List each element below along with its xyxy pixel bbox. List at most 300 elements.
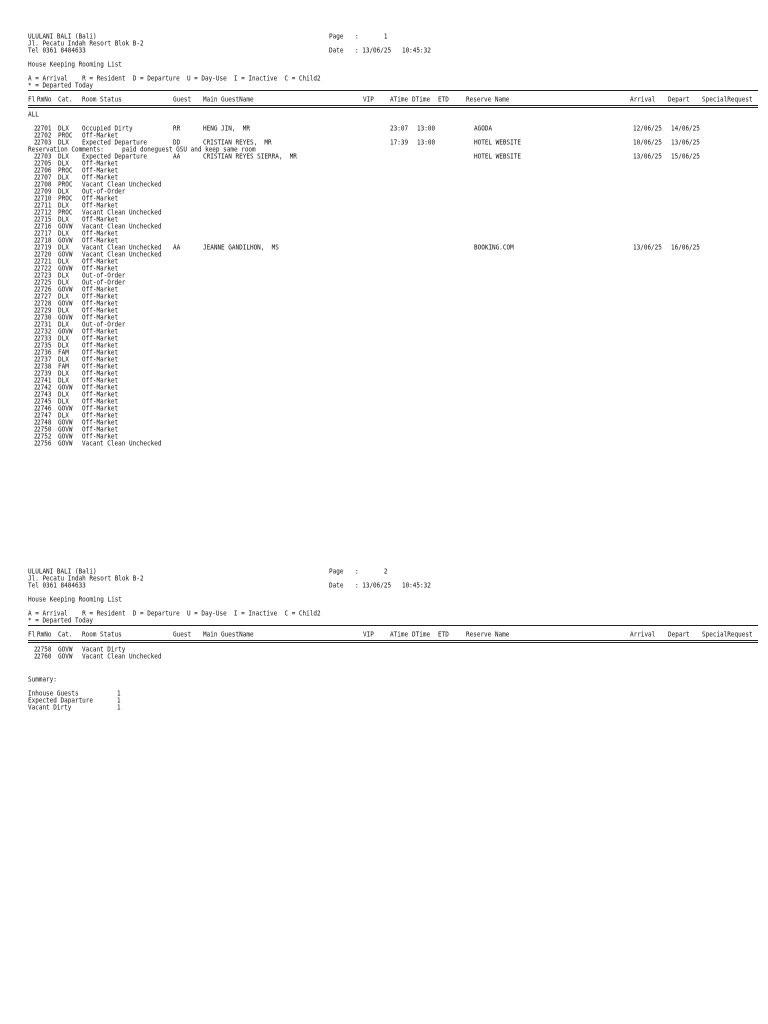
room-status-cell: Expected Departure [82,139,148,147]
table-row [0,653,768,660]
reservation-comments-text: paid doneguest GSU and keep same room [122,146,256,154]
category-cell: DLX [58,188,69,196]
room-status-cell: Out-of-Order [82,279,126,287]
hotel-tel: Tel 0361 8484633 [28,47,86,55]
col-depart: Depart [668,96,690,104]
room-number-cell: 2733 [37,335,52,343]
room-number-cell: 2709 [37,188,52,196]
floor-cell: 2 [34,167,38,175]
table-row [0,167,768,174]
floor-cell: 2 [34,279,38,287]
table-row [0,405,768,412]
category-cell: PROC [58,195,73,203]
col-rmno: RmNo [37,96,52,104]
guest-name-cell: HENG JIN, MR [203,125,250,133]
legend-line-2: * = Departed Today [28,82,94,90]
departure-time-cell: 13:00 [417,125,436,133]
room-status-cell: Vacant Clean Unchecked [82,209,162,217]
arrival-date-cell: 10/06/25 [633,139,662,147]
reserve-name-cell: AGODA [474,125,493,133]
floor-cell: 2 [34,265,38,273]
room-number-cell: 2729 [37,307,52,315]
category-cell: GOVW [58,314,73,322]
room-status-cell: Off-Market [82,286,119,294]
category-cell: GOVW [58,384,73,392]
col-arrival: Arrival [630,96,656,104]
floor-cell: 2 [34,412,38,420]
room-status-cell: Off-Market [82,342,119,350]
table-row [0,209,768,216]
room-number-cell: 2719 [37,244,52,252]
arrival-date-cell: 13/06/25 [633,244,662,252]
room-number-cell: 2745 [37,398,52,406]
col-reserve: Reserve Name [466,631,510,639]
room-number-cell: 2727 [37,293,52,301]
col-etd: ETD [438,96,449,104]
room-number-cell: 2710 [37,195,52,203]
arrival-date-cell: 13/06/25 [633,153,662,161]
category-cell: DLX [58,391,69,399]
category-cell: DLX [58,342,69,350]
header-rule-top [28,625,758,626]
floor-cell: 2 [34,230,38,238]
col-rmno: RmNo [37,631,52,639]
page-label: Page [329,33,344,41]
room-number-cell: 2701 [37,125,52,133]
table-row [0,384,768,391]
room-number-cell: 2703 [37,139,52,147]
table-row [0,195,768,202]
category-cell: PROC [58,132,73,140]
room-number-cell: 2728 [37,300,52,308]
col-etd: ETD [438,631,449,639]
category-cell: DLX [58,321,69,329]
table-row [0,174,768,181]
table-row [0,188,768,195]
floor-cell: 2 [34,653,38,661]
room-number-cell: 2706 [37,167,52,175]
col-status: Room Status [82,631,122,639]
arrival-time-cell: 23:07 [390,125,409,133]
table-row [0,335,768,342]
floor-cell: 2 [34,237,38,245]
category-cell: DLX [58,160,69,168]
col-status: Room Status [82,96,122,104]
group-label: ALL [28,111,39,119]
room-status-cell: Off-Market [82,265,119,273]
category-cell: DLX [58,412,69,420]
room-status-cell: Off-Market [82,412,119,420]
col-depart: Depart [668,631,690,639]
category-cell: FAM [58,349,69,357]
depart-date-cell: 13/06/25 [671,139,700,147]
page-number: : 2 [355,568,388,576]
floor-cell: 2 [34,293,38,301]
room-status-cell: Out-of-Order [82,188,126,196]
floor-cell: 2 [34,377,38,385]
summary-item-label: Vacant Dirty [28,704,72,712]
room-status-cell: Off-Market [82,370,119,378]
room-number-cell: 2747 [37,412,52,420]
page-number: : 1 [355,33,388,41]
table-row [0,391,768,398]
room-number-cell: 2741 [37,377,52,385]
category-cell: DLX [58,125,69,133]
category-cell: GOVW [58,646,73,654]
room-number-cell: 2746 [37,405,52,413]
room-number-cell: 2717 [37,230,52,238]
arrival-date-cell: 12/06/25 [633,125,662,133]
room-status-cell: Out-of-Order [82,272,126,280]
col-dtime: DTime [412,631,431,639]
room-number-cell: 2731 [37,321,52,329]
room-number-cell: 2720 [37,251,52,259]
table-row [0,363,768,370]
category-cell: PROC [58,209,73,217]
floor-cell: 2 [34,272,38,280]
category-cell: DLX [58,377,69,385]
table-row [0,279,768,286]
guest-name-cell: CRISTIAN REYES SIERRA, MR [203,153,297,161]
date-label: Date [329,47,344,55]
room-status-cell: Off-Market [82,174,119,182]
room-status-cell: Off-Market [82,300,119,308]
departure-time-cell: 13:00 [417,139,436,147]
room-status-cell: Off-Market [82,202,119,210]
floor-cell: 2 [34,300,38,308]
summary-item-label: Expected Daparture [28,697,94,705]
floor-cell: 2 [34,335,38,343]
room-number-cell: 2708 [37,181,52,189]
guest-name-cell: JEANNE GANDILHON, MS [203,244,279,252]
floor-cell: 2 [34,321,38,329]
category-cell: DLX [58,153,69,161]
room-number-cell: 2760 [37,653,52,661]
legend-line-1: A = Arrival R = Resident D = Departure U = Day-Use I = Inactive C = Child2 [28,75,321,83]
room-status-cell: Off-Market [82,356,119,364]
room-number-cell: 2732 [37,328,52,336]
floor-cell: 2 [34,433,38,441]
reserve-name-cell: HOTEL WEBSITE [474,139,521,147]
hotel-address: Jl. Pecatu Indah Resort Blok B-2 [28,575,144,583]
report-title: House Keeping Rooming List [28,61,122,69]
col-atime: ATime [390,631,409,639]
floor-cell: 2 [34,328,38,336]
col-reserve: Reserve Name [466,96,510,104]
floor-cell: 2 [34,160,38,168]
room-status-cell: Off-Market [82,377,119,385]
room-status-cell: Off-Market [82,349,119,357]
col-vip: VIP [363,96,374,104]
floor-cell: 2 [34,384,38,392]
floor-cell: 2 [34,216,38,224]
col-special: SpecialRequest [702,96,753,104]
category-cell: DLX [58,356,69,364]
room-status-cell: Off-Market [82,160,119,168]
category-cell: GOVW [58,223,73,231]
room-status-cell: Off-Market [82,426,119,434]
category-cell: GOVW [58,286,73,294]
floor-cell: 2 [34,405,38,413]
floor-cell: 2 [34,314,38,322]
hotel-name: ULULANI BALI (Bali) [28,33,97,41]
page-label: Page [329,568,344,576]
depart-date-cell: 14/06/25 [671,125,700,133]
col-atime: ATime [390,96,409,104]
floor-cell: 2 [34,188,38,196]
table-row [0,426,768,433]
floor-cell: 2 [34,258,38,266]
category-cell: PROC [58,167,73,175]
table-row [0,153,768,160]
category-cell: DLX [58,216,69,224]
room-status-cell: Off-Market [82,398,119,406]
floor-cell: 2 [34,202,38,210]
room-number-cell: 2718 [37,237,52,245]
table-row [0,125,768,132]
table-row [0,433,768,440]
room-number-cell: 2756 [37,440,52,448]
date-value: : 13/06/25 10:45:32 [355,582,431,590]
room-number-cell: 2730 [37,314,52,322]
room-status-cell: Off-Market [82,384,119,392]
room-status-cell: Vacant Clean Unchecked [82,244,162,252]
room-number-cell: 2715 [37,216,52,224]
floor-cell: 2 [34,153,38,161]
floor-cell: 2 [34,440,38,448]
room-status-cell: Off-Market [82,328,119,336]
table-row [0,412,768,419]
col-fl: Fl [28,96,36,104]
floor-cell: 2 [34,174,38,182]
table-row [0,265,768,272]
depart-date-cell: 16/06/25 [671,244,700,252]
table-row [0,370,768,377]
category-cell: GOVW [58,433,73,441]
floor-cell: 2 [34,398,38,406]
category-cell: DLX [58,202,69,210]
room-status-cell: Occupied Dirty [82,125,133,133]
table-row [0,328,768,335]
room-status-cell: Vacant Clean Unchecked [82,653,162,661]
floor-cell: 2 [34,646,38,654]
floor-cell: 2 [34,139,38,147]
summary-item-label: Inhouse Guests [28,690,79,698]
date-label: Date [329,582,344,590]
col-dtime: DTime [412,96,431,104]
room-number-cell: 2705 [37,160,52,168]
category-cell: GOVW [58,251,73,259]
room-number-cell: 2739 [37,370,52,378]
room-status-cell: Vacant Dirty [82,646,126,654]
hotel-address: Jl. Pecatu Indah Resort Blok B-2 [28,40,144,48]
room-status-cell: Vacant Clean Unchecked [82,223,162,231]
room-status-cell: Off-Market [82,363,119,371]
room-status-cell: Off-Market [82,132,119,140]
table-row [0,314,768,321]
room-status-cell: Off-Market [82,433,119,441]
header-rule-bottom [28,105,758,108]
category-cell: DLX [58,139,69,147]
category-cell: FAM [58,363,69,371]
table-row [0,293,768,300]
room-status-cell: Off-Market [82,195,119,203]
room-number-cell: 2716 [37,223,52,231]
table-row [0,342,768,349]
room-number-cell: 2752 [37,433,52,441]
summary-item-value: 1 [117,690,121,698]
room-status-cell: Off-Market [82,216,119,224]
room-number-cell: 2711 [37,202,52,210]
col-cat: Cat. [58,96,73,104]
room-number-cell: 2742 [37,384,52,392]
room-number-cell: 2748 [37,419,52,427]
table-row [0,132,768,139]
room-status-cell: Off-Market [82,258,119,266]
table-row [0,321,768,328]
floor-cell: 2 [34,356,38,364]
floor-cell: 2 [34,181,38,189]
room-status-cell: Off-Market [82,419,119,427]
room-status-cell: Off-Market [82,391,119,399]
category-cell: DLX [58,174,69,182]
category-cell: DLX [58,370,69,378]
floor-cell: 2 [34,125,38,133]
reserve-name-cell: HOTEL WEBSITE [474,153,521,161]
legend-line-2: * = Departed Today [28,617,94,625]
room-number-cell: 2712 [37,209,52,217]
table-row [0,237,768,244]
floor-cell: 2 [34,370,38,378]
table-row [0,646,768,653]
room-number-cell: 2743 [37,391,52,399]
floor-cell: 2 [34,251,38,259]
category-cell: DLX [58,293,69,301]
room-number-cell: 2721 [37,258,52,266]
category-cell: GOVW [58,440,73,448]
room-number-cell: 2738 [37,363,52,371]
category-cell: GOVW [58,300,73,308]
category-cell: GOVW [58,237,73,245]
table-row [0,139,768,146]
category-cell: DLX [58,307,69,315]
table-row [0,181,768,188]
room-number-cell: 2735 [37,342,52,350]
floor-cell: 2 [34,132,38,140]
room-status-cell: Off-Market [82,167,119,175]
category-cell: GOVW [58,328,73,336]
floor-cell: 2 [34,342,38,350]
room-number-cell: 2750 [37,426,52,434]
floor-cell: 2 [34,363,38,371]
room-status-cell: Off-Market [82,307,119,315]
room-number-cell: 2707 [37,174,52,182]
guest-type-cell: AA [173,153,181,161]
table-row [0,300,768,307]
room-number-cell: 2702 [37,132,52,140]
floor-cell: 2 [34,195,38,203]
summary-label: Summary: [28,676,57,684]
legend-line-1: A = Arrival R = Resident D = Departure U = Day-Use I = Inactive C = Child2 [28,610,321,618]
category-cell: DLX [58,272,69,280]
guest-name-cell: CRISTIAN REYES, MR [203,139,272,147]
depart-date-cell: 15/06/25 [671,153,700,161]
category-cell: PROC [58,181,73,189]
table-row [0,202,768,209]
category-cell: GOVW [58,405,73,413]
category-cell: DLX [58,230,69,238]
table-row [0,440,768,447]
room-number-cell: 2723 [37,272,52,280]
floor-cell: 2 [34,209,38,217]
table-row [0,223,768,230]
room-status-cell: Vacant Clean Unchecked [82,251,162,259]
room-status-cell: Off-Market [82,237,119,245]
floor-cell: 2 [34,307,38,315]
floor-cell: 2 [34,223,38,231]
room-number-cell: 2726 [37,286,52,294]
col-fl: Fl [28,631,36,639]
guest-type-cell: AA [173,244,181,252]
header-rule-top [28,90,758,91]
report-title: House Keeping Rooming List [28,596,122,604]
summary-item-value: 1 [117,697,121,705]
col-guest: Guest [173,631,192,639]
category-cell: DLX [58,398,69,406]
table-row [0,258,768,265]
table-row [0,216,768,223]
table-row [0,286,768,293]
arrival-time-cell: 17:39 [390,139,409,147]
col-name: Main GuestName [203,96,254,104]
header-rule-bottom [28,640,758,643]
floor-cell: 2 [34,244,38,252]
hotel-tel: Tel 0361 8484633 [28,582,86,590]
reserve-name-cell: BOOKING.COM [474,244,514,252]
floor-cell: 2 [34,286,38,294]
col-name: Main GuestName [203,631,254,639]
table-row [0,349,768,356]
room-status-cell: Off-Market [82,335,119,343]
col-special: SpecialRequest [702,631,753,639]
table-row [0,160,768,167]
category-cell: DLX [58,335,69,343]
category-cell: GOVW [58,265,73,273]
room-status-cell: Vacant Clean Unchecked [82,181,162,189]
summary-item-value: 1 [117,704,121,712]
col-vip: VIP [363,631,374,639]
table-row [0,356,768,363]
col-cat: Cat. [58,631,73,639]
floor-cell: 2 [34,426,38,434]
category-cell: GOVW [58,419,73,427]
room-number-cell: 2725 [37,279,52,287]
room-number-cell: 2758 [37,646,52,654]
reservation-comments-label: Reservation Comments: [28,146,104,154]
room-status-cell: Off-Market [82,230,119,238]
room-status-cell: Expected Departure [82,153,148,161]
floor-cell: 2 [34,391,38,399]
room-status-cell: Vacant Clean Unchecked [82,440,162,448]
floor-cell: 2 [34,349,38,357]
col-guest: Guest [173,96,192,104]
category-cell: GOVW [58,426,73,434]
guest-type-cell: RR [173,125,181,133]
table-row [0,398,768,405]
room-status-cell: Off-Market [82,293,119,301]
room-number-cell: 2722 [37,265,52,273]
hotel-name: ULULANI BALI (Bali) [28,568,97,576]
